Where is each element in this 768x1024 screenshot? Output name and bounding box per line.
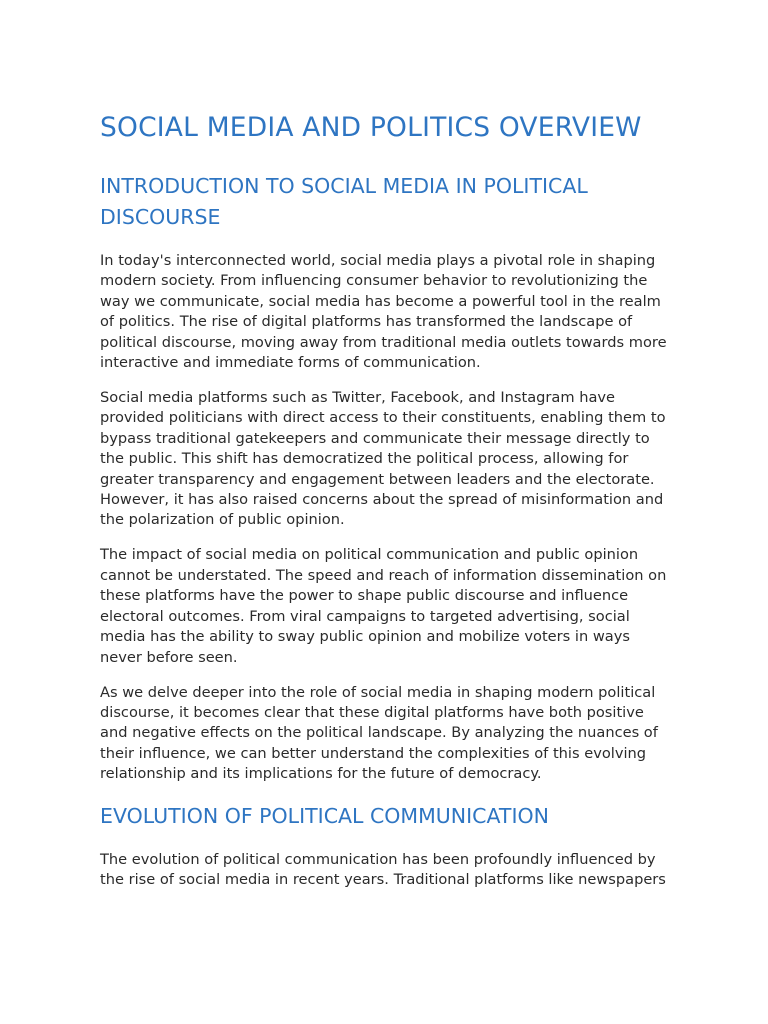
paragraph-intro-2: Social media platforms such as Twitter, Facebook, and Instagram have provided politicians with direct access to their constituents, enabling them to bypass traditional gatekeepers and communicate their message directly to the public. This shift has democratized the political process, allowing for greater transparency and engagement between leaders and the electorate. However, it has also raised concerns about the spread of misinformation and the polarization of public opinion. [100,389,666,529]
paragraph-intro-1: In today's interconnected world, social media plays a pivotal role in shaping modern society. From influencing consumer behavior to revolutionizing the way we communicate, social media has become a powerful tool in the realm of politics. The rise of digital platforms has transformed the landscape of political discourse, moving away from traditional media outlets towards more interactive and immediate forms of communication. [100,252,667,372]
document-page [100,108,674,890]
section-heading-evolution: EVOLUTION OF POLITICAL COMMUNICATION [100,803,549,828]
paragraph-evolution-1: The evolution of political communication has been profoundly influenced by the rise of social media in recent years. Traditional platforms like newspapers [100,850,666,888]
section-heading-introduction: INTRODUCTION TO SOCIAL MEDIA IN POLITICAL DISCOURSE [100,174,588,229]
document-title: SOCIAL MEDIA AND POLITICS OVERVIEW [100,112,642,143]
paragraph-intro-4: As we delve deeper into the role of social media in shaping modern political discourse, it becomes clear that these digital platforms have both positive and negative effects on the political landscape. By analyzing the nuances of their influence, we can better understand the complexities of this evolving relationship and its implications for the future of democracy. [100,683,658,783]
paragraph-intro-3: The impact of social media on political communication and public opinion cannot be understated. The speed and reach of information dissemination on these platforms have the power to shape public discourse and influence electoral outcomes. From viral campaigns to targeted advertising, social media has the ability to sway public opinion and mobilize voters in ways never before seen. [100,546,667,666]
